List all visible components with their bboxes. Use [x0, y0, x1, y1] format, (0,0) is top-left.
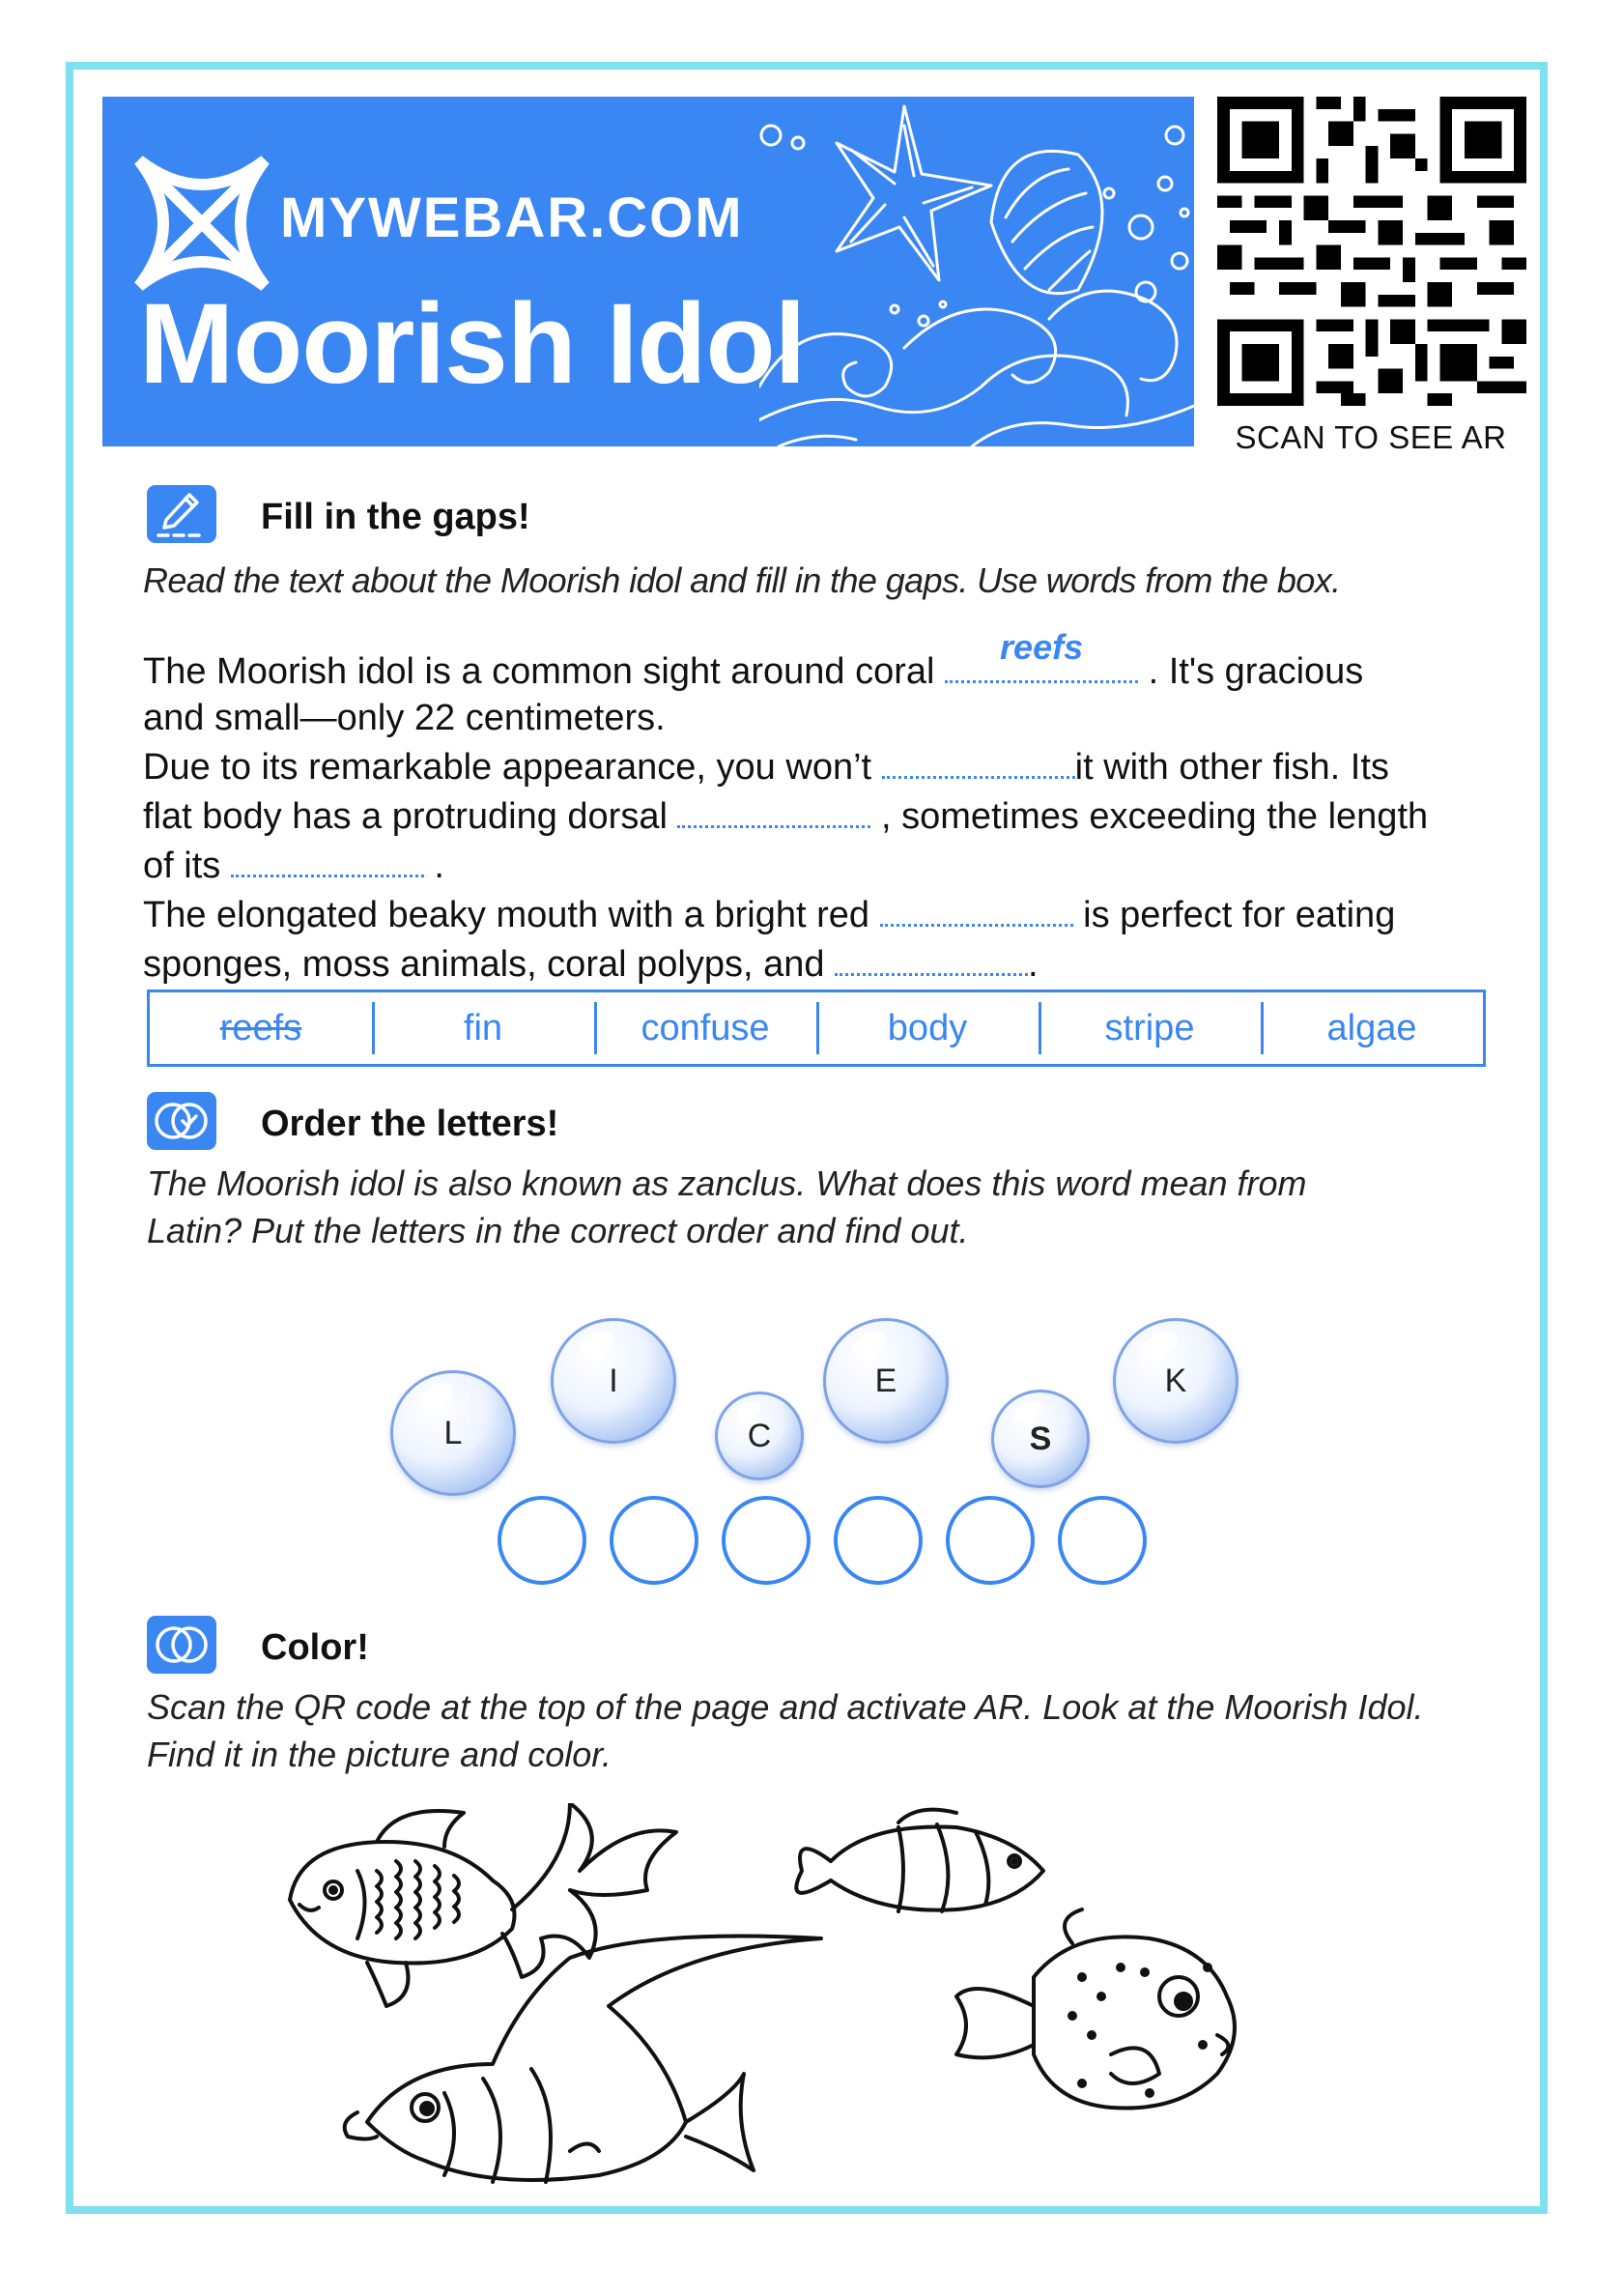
letter-bubble[interactable]: L	[390, 1370, 516, 1496]
passage-text: .	[1028, 944, 1039, 985]
goldfish-icon	[290, 1803, 676, 2006]
passage-text: , sometimes exceeding the length	[881, 796, 1429, 837]
passage-text: .	[434, 846, 444, 886]
color-instruction-2: Find it in the picture and color.	[147, 1735, 612, 1774]
word-algae[interactable]: algae	[1261, 992, 1483, 1064]
letter-bubble[interactable]: I	[551, 1318, 676, 1444]
letter-bubble[interactable]: K	[1113, 1318, 1239, 1444]
boxfish-icon	[956, 1909, 1235, 2109]
toggle-circles-icon	[147, 1616, 216, 1674]
page-title: Moorish Idol	[139, 280, 806, 408]
clownfish-icon	[796, 1810, 1043, 1911]
answer-slot[interactable]	[498, 1496, 586, 1585]
gap-4[interactable]	[231, 840, 424, 877]
qr-code-icon[interactable]	[1217, 97, 1526, 406]
word-fin[interactable]: fin	[372, 992, 594, 1064]
answer-slot[interactable]	[722, 1496, 811, 1585]
passage-text: flat body has a protruding dorsal	[143, 796, 668, 837]
order-instruction-2: Latin? Put the letters in the correct order and find out.	[147, 1211, 969, 1250]
letter-bubble[interactable]: C	[715, 1392, 804, 1480]
passage-text: The elongated beaky mouth with a bright red	[143, 895, 870, 935]
moorish-idol-icon	[345, 1937, 821, 2183]
fill-section-title: Fill in the gaps!	[261, 497, 530, 537]
word-box	[147, 990, 1486, 1067]
qr-caption: SCAN TO SEE AR	[1235, 419, 1507, 455]
answer-slot[interactable]	[1058, 1496, 1147, 1585]
check-circles-icon	[147, 1092, 216, 1150]
passage-text: it with other fish. Its	[1074, 747, 1389, 788]
passage-text: and small—only 22 centimeters.	[143, 698, 666, 738]
color-instruction-1: Scan the QR code at the top of the page and activate AR. Look at the Moorish Idol.	[147, 1687, 1424, 1727]
color-section-title: Color!	[261, 1627, 369, 1668]
gap-5[interactable]	[880, 889, 1073, 927]
word-stripe[interactable]: stripe	[1039, 992, 1261, 1064]
word-body[interactable]: body	[816, 992, 1039, 1064]
answer-slot[interactable]	[610, 1496, 698, 1585]
gap-2[interactable]	[882, 741, 1075, 779]
fish-coloring-picture[interactable]	[280, 1803, 1343, 2190]
answer-slot[interactable]	[834, 1496, 923, 1585]
word-reefs[interactable]: reefs	[219, 1007, 302, 1048]
passage-text: sponges, moss animals, coral polyps, and	[143, 944, 825, 985]
fill-instruction: Read the text about the Moorish idol and fill in the gaps. Use words from the box.	[143, 560, 1341, 600]
passage-text: Due to its remarkable appearance, you won’t	[143, 747, 872, 788]
passage-text: is perfect for eating	[1083, 895, 1396, 935]
gap-1[interactable]	[945, 627, 1138, 683]
gap-3[interactable]	[677, 790, 870, 828]
letter-bubble[interactable]: E	[823, 1318, 949, 1444]
word-confuse[interactable]: confuse	[594, 992, 816, 1064]
pencil-icon	[147, 485, 216, 543]
fill-passage	[143, 627, 1495, 988]
gap-answer: reefs	[1000, 627, 1084, 667]
order-section-title: Order the letters!	[261, 1104, 559, 1144]
brand-name: MYWEBAR.COM	[280, 187, 744, 249]
sea-decoration-icon	[759, 97, 1194, 446]
gap-6[interactable]	[835, 938, 1028, 976]
order-instruction-1: The Moorish idol is also known as zanclus. What does this word mean from	[147, 1163, 1307, 1203]
letter-bubble[interactable]: S	[991, 1390, 1090, 1488]
answer-slot[interactable]	[946, 1496, 1035, 1585]
header-banner	[102, 97, 1194, 446]
passage-text: The Moorish idol is a common sight around coral	[143, 651, 935, 692]
passage-text: . It's gracious	[1148, 651, 1364, 692]
mywebar-logo-icon	[129, 151, 274, 296]
passage-text: of its	[143, 846, 221, 886]
